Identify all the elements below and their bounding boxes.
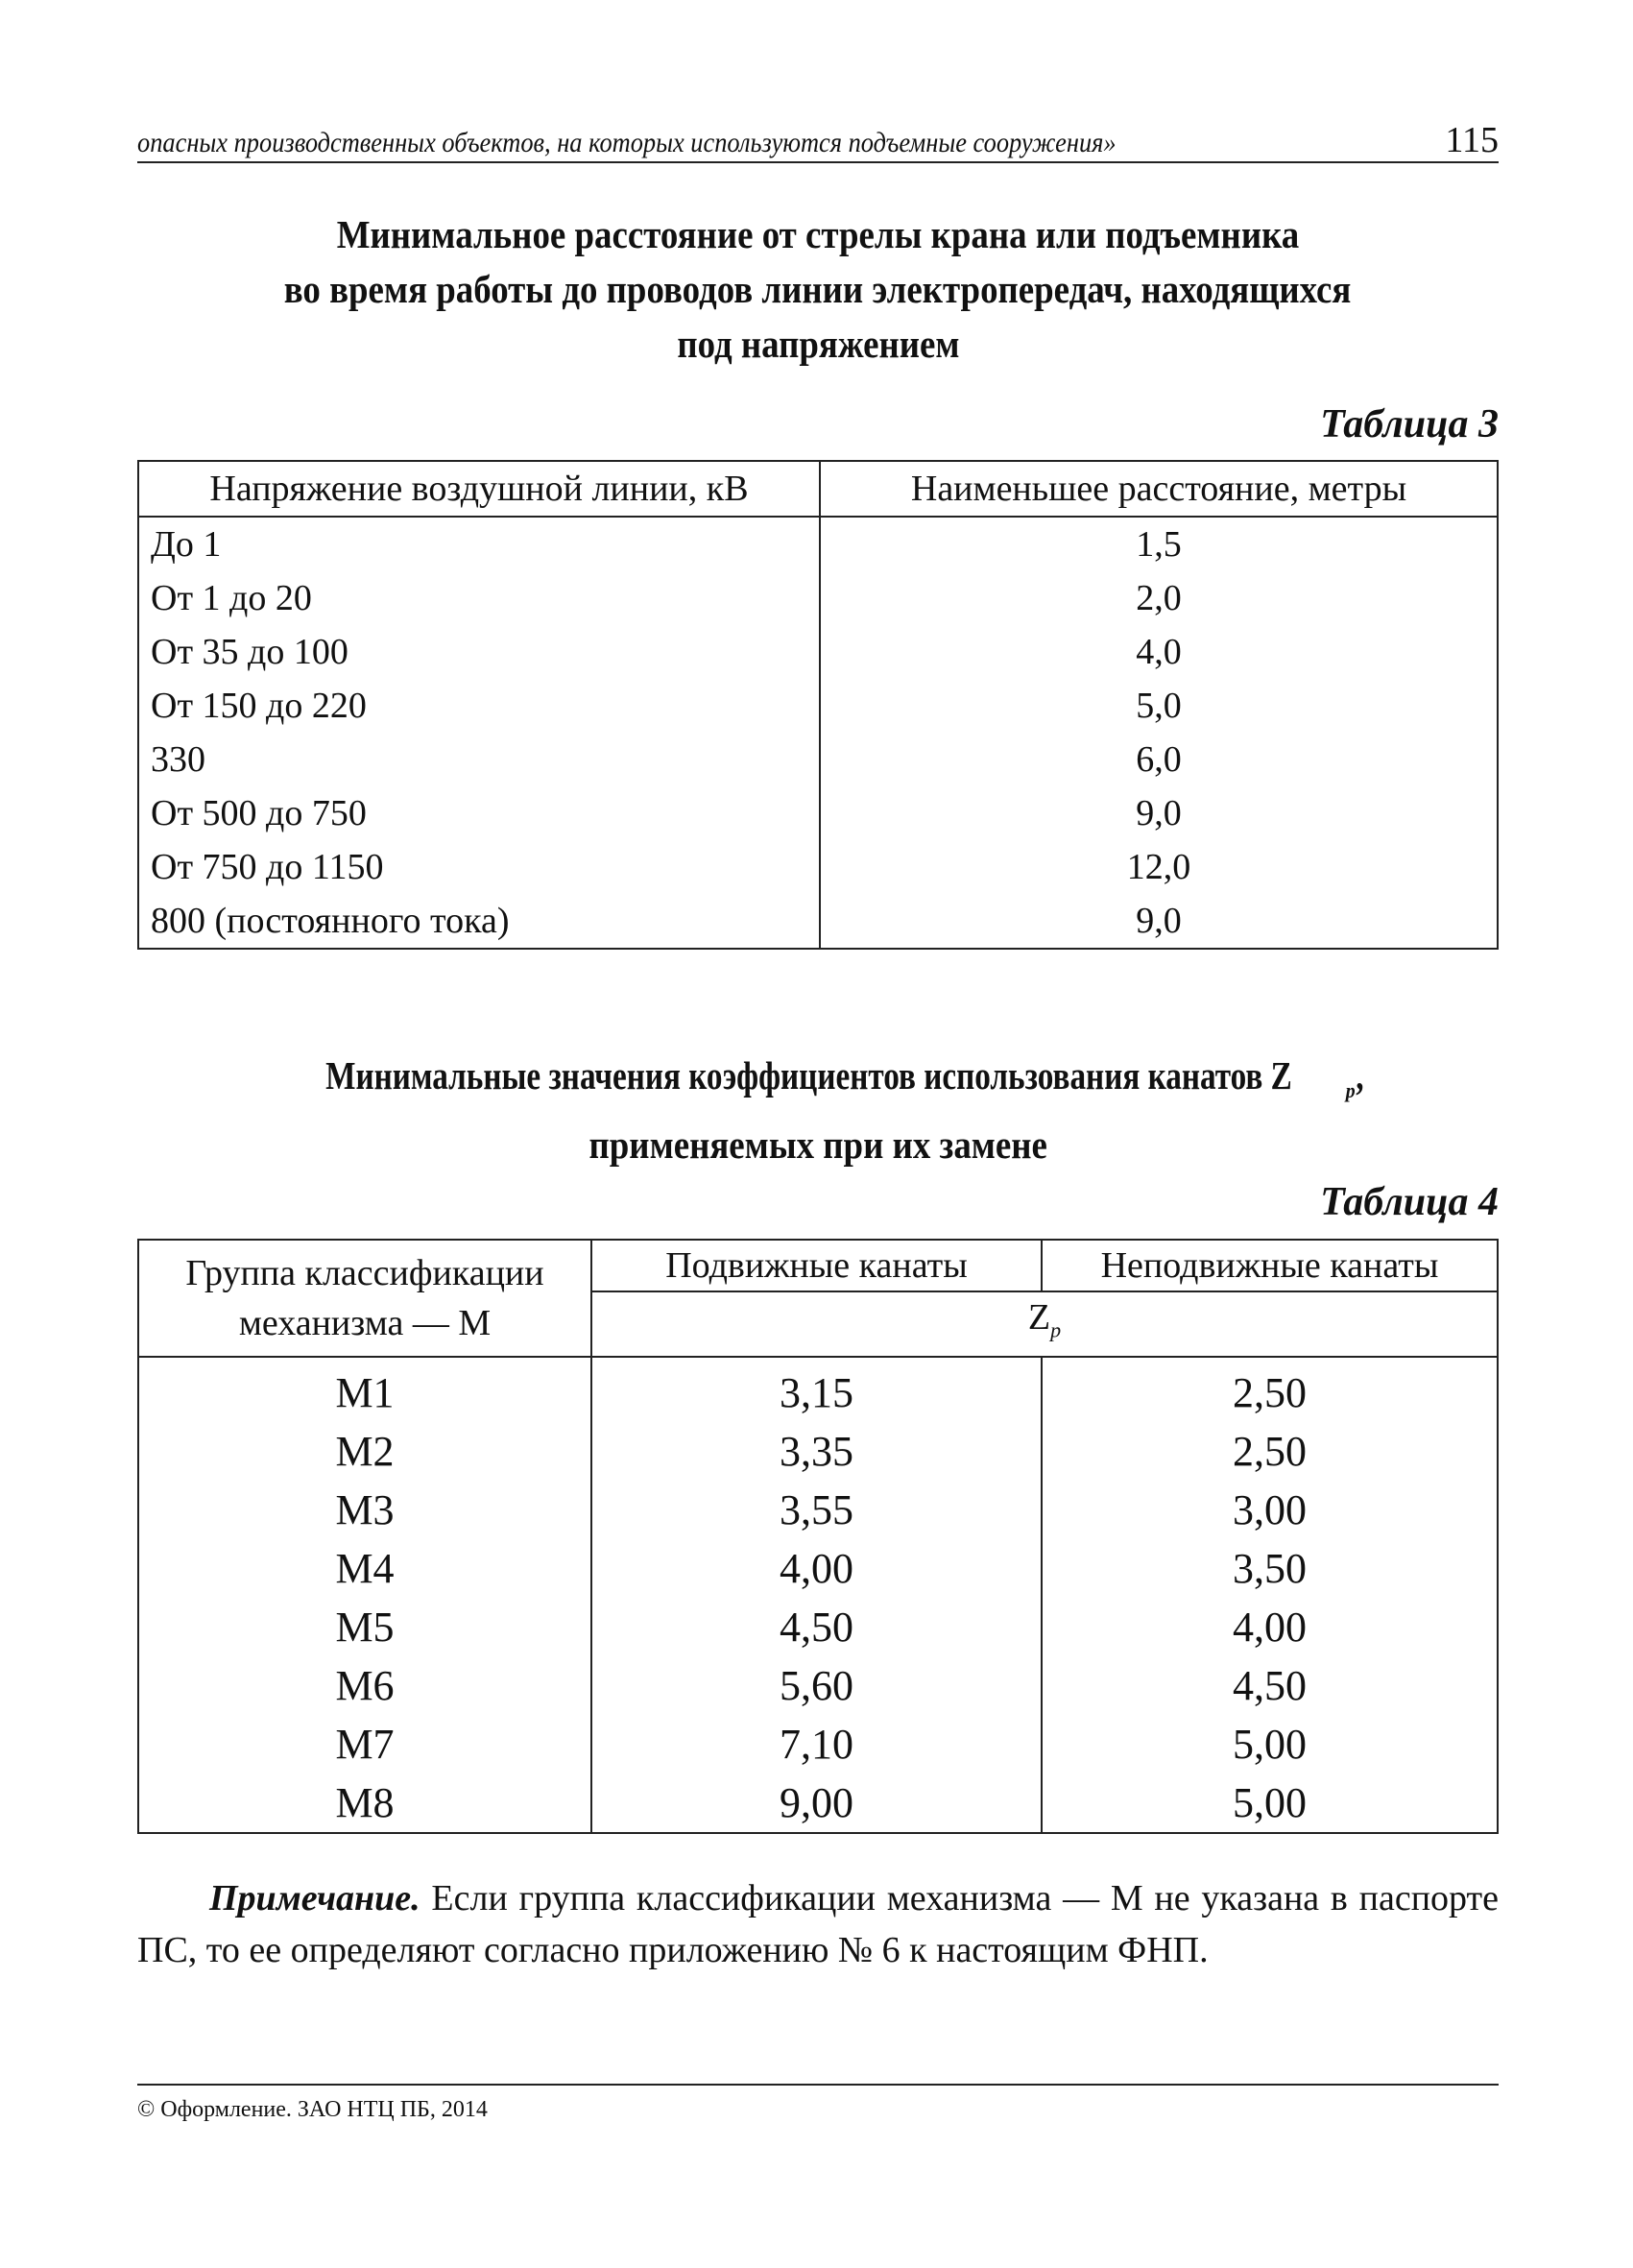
z-symbol: Z xyxy=(1027,1297,1051,1339)
voltage-cell: От 1 до 20 xyxy=(138,571,820,625)
note-text: Если группа классификации механизма — М не указана в паспорте ПС, то ее определяют согласно приложению № 6 к настоящим ФНП. xyxy=(137,1878,1499,1970)
note xyxy=(137,1872,1499,1976)
table4 xyxy=(137,1239,1499,1834)
copyright: © Оформление. ЗАО НТЦ ПБ, 2014 xyxy=(137,2097,488,2122)
title-line: во время работы до проводов линии электропередач, находящихся xyxy=(284,267,1352,311)
table-row xyxy=(138,894,1498,949)
moving-cell: 3,15 xyxy=(591,1357,1042,1422)
header-cell: Напряжение воздушной линии, кВ xyxy=(138,461,820,517)
moving-cell: 4,00 xyxy=(591,1539,1042,1598)
group-cell: М8 xyxy=(138,1773,591,1833)
table4-label: Таблица 4 xyxy=(1320,1180,1499,1224)
title-line xyxy=(272,1049,1364,1118)
table-row xyxy=(138,625,1498,679)
title-line: Минимальное расстояние от стрелы крана или подъемника xyxy=(336,212,1300,256)
title-tail: , xyxy=(1356,1053,1364,1098)
voltage-cell: 800 (постоянного тока) xyxy=(138,894,820,949)
moving-cell: 4,50 xyxy=(591,1598,1042,1656)
table3-title xyxy=(137,207,1499,372)
distance-cell: 5,0 xyxy=(820,679,1498,733)
moving-cell: 3,35 xyxy=(591,1422,1042,1481)
table-row xyxy=(138,1773,1498,1833)
voltage-cell: От 750 до 1150 xyxy=(138,840,820,894)
voltage-cell: 330 xyxy=(138,733,820,786)
table-header-row xyxy=(138,1240,1498,1291)
distance-cell: 6,0 xyxy=(820,733,1498,786)
fixed-cell: 4,50 xyxy=(1042,1656,1498,1715)
title-line: применяемых при их замене xyxy=(588,1122,1047,1168)
title-sub: p xyxy=(1345,1078,1356,1103)
distance-cell: 9,0 xyxy=(820,786,1498,840)
distance-cell: 4,0 xyxy=(820,625,1498,679)
fixed-cell: 3,50 xyxy=(1042,1539,1498,1598)
moving-cell: 3,55 xyxy=(591,1481,1042,1539)
table-row xyxy=(138,840,1498,894)
header-moving: Подвижные канаты xyxy=(591,1240,1042,1291)
header-cell: Наименьшее расстояние, метры xyxy=(820,461,1498,517)
running-header-text: опасных производственных объектов, на которых используются подъемные сооружения» xyxy=(137,127,1117,158)
table-row xyxy=(138,786,1498,840)
voltage-cell: От 150 до 220 xyxy=(138,679,820,733)
table-row xyxy=(138,1357,1498,1422)
voltage-cell: От 500 до 750 xyxy=(138,786,820,840)
table-row xyxy=(138,517,1498,571)
moving-cell: 5,60 xyxy=(591,1656,1042,1715)
voltage-cell: До 1 xyxy=(138,517,820,571)
fixed-cell: 5,00 xyxy=(1042,1715,1498,1773)
note-label: Примечание. xyxy=(209,1878,420,1918)
distance-cell: 12,0 xyxy=(820,840,1498,894)
distance-cell: 9,0 xyxy=(820,894,1498,949)
table-row xyxy=(138,1598,1498,1656)
table-row xyxy=(138,1481,1498,1539)
group-cell: М3 xyxy=(138,1481,591,1539)
table-row xyxy=(138,1715,1498,1773)
table3 xyxy=(137,460,1499,950)
table-row xyxy=(138,1656,1498,1715)
table-row xyxy=(138,679,1498,733)
group-cell: М6 xyxy=(138,1656,591,1715)
title-text: Минимальные значения коэффициентов использования канатов Z xyxy=(325,1053,1292,1098)
group-cell: М7 xyxy=(138,1715,591,1773)
group-cell: М1 xyxy=(138,1357,591,1422)
page-number: 115 xyxy=(1445,120,1499,160)
z-subscript: p xyxy=(1050,1317,1062,1342)
table3-label: Таблица 3 xyxy=(1320,402,1499,446)
distance-cell: 1,5 xyxy=(820,517,1498,571)
table4-title xyxy=(137,1049,1499,1172)
header-group: Группа классификации механизма — М xyxy=(138,1240,591,1357)
table-header-row xyxy=(138,461,1498,517)
footer xyxy=(137,2084,1499,2123)
title-line: под напряжением xyxy=(676,322,960,366)
moving-cell: 9,00 xyxy=(591,1773,1042,1833)
moving-cell: 7,10 xyxy=(591,1715,1042,1773)
distance-cell: 2,0 xyxy=(820,571,1498,625)
group-cell: М4 xyxy=(138,1539,591,1598)
table-row xyxy=(138,733,1498,786)
table-row xyxy=(138,571,1498,625)
fixed-cell: 4,00 xyxy=(1042,1598,1498,1656)
running-header xyxy=(137,120,1499,163)
header-z xyxy=(591,1291,1498,1357)
table-row xyxy=(138,1539,1498,1598)
voltage-cell: От 35 до 100 xyxy=(138,625,820,679)
header-fixed: Неподвижные канаты xyxy=(1042,1240,1498,1291)
fixed-cell: 3,00 xyxy=(1042,1481,1498,1539)
group-cell: М5 xyxy=(138,1598,591,1656)
table-row xyxy=(138,1422,1498,1481)
fixed-cell: 2,50 xyxy=(1042,1357,1498,1422)
group-cell: М2 xyxy=(138,1422,591,1481)
fixed-cell: 5,00 xyxy=(1042,1773,1498,1833)
fixed-cell: 2,50 xyxy=(1042,1422,1498,1481)
